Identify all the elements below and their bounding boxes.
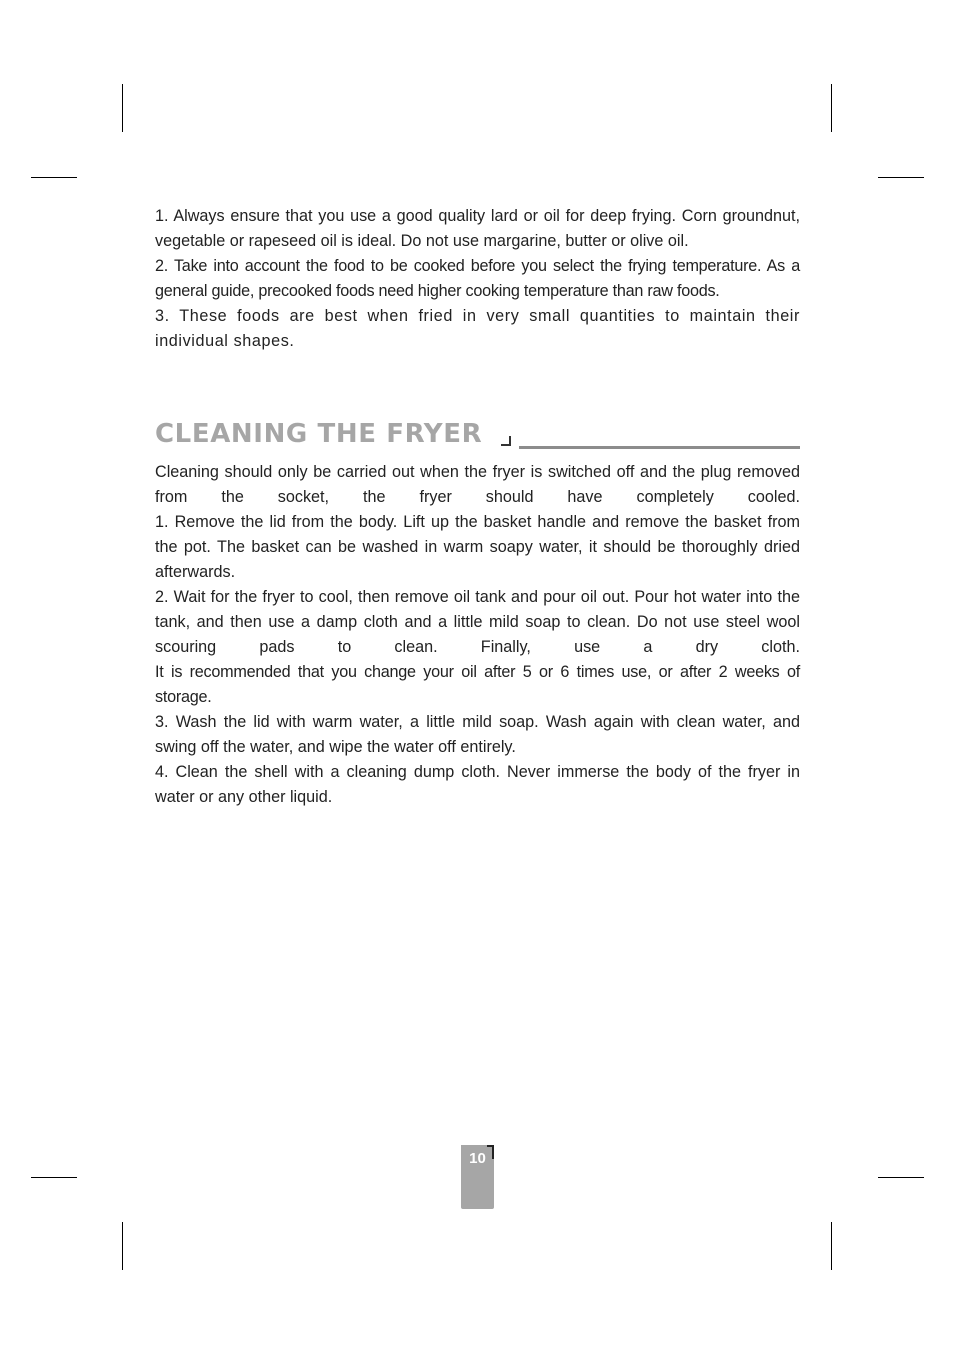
section-title: CLEANING THE FRYER — [155, 419, 483, 449]
crop-mark-top-left-horizontal — [31, 177, 77, 178]
heading-corner-mark — [501, 436, 511, 446]
section-heading-row — [155, 418, 800, 452]
page-number-tab — [461, 1145, 494, 1209]
crop-mark-bottom-left-horizontal — [31, 1177, 77, 1178]
cleaning-step-2-note: It is recommended that you change your oil after 5 or 6 times use, or after 2 weeks of storage. — [155, 663, 800, 706]
cleaning-step-3: 3. Wash the lid with warm water, a little mild soap. Wash again with clean water, and swing off the water, and wipe the water off entirely. — [155, 713, 800, 756]
frying-tips — [155, 204, 800, 354]
crop-mark-bottom-left-vertical — [122, 1222, 123, 1270]
cleaning-intro: Cleaning should only be carried out when the fryer is switched off and the plug removed from the socket, the fryer should have completely cooled. — [155, 463, 800, 506]
heading-rule — [519, 446, 800, 449]
tip-2: 2. Take into account the food to be cooked before you select the frying temperature. As a general guide, precooked foods need higher cooking temperature than raw foods. — [155, 257, 800, 300]
cleaning-step-1: 1. Remove the lid from the body. Lift up the basket handle and remove the basket from the pot. The basket can be washed in warm soapy water, it should be thoroughly dried afterwards. — [155, 513, 800, 581]
crop-mark-bottom-right-vertical — [831, 1222, 832, 1270]
cleaning-instructions — [155, 460, 800, 810]
crop-mark-top-right-horizontal — [878, 177, 924, 178]
crop-mark-bottom-right-horizontal — [878, 1177, 924, 1178]
cleaning-step-4: 4. Clean the shell with a cleaning dump cloth. Never immerse the body of the fryer in water or any other liquid. — [155, 763, 800, 806]
page-number: 10 — [469, 1150, 486, 1167]
tip-1: 1. Always ensure that you use a good quality lard or oil for deep frying. Corn groundnut, vegetable or rapeseed oil is ideal. Do not use margarine, butter or olive oil. — [155, 207, 800, 250]
tip-3: 3. These foods are best when fried in very small quantities to maintain their individual shapes. — [155, 307, 800, 350]
crop-mark-top-right-vertical — [831, 84, 832, 132]
crop-mark-top-left-vertical — [122, 84, 123, 132]
cleaning-step-2: 2. Wait for the fryer to cool, then remove oil tank and pour oil out. Pour hot water into the tank, and then use a damp cloth and a little mild soap to clean. Do not use steel wool scouring pads to clean. Finally, use a dry cloth. — [155, 588, 800, 656]
